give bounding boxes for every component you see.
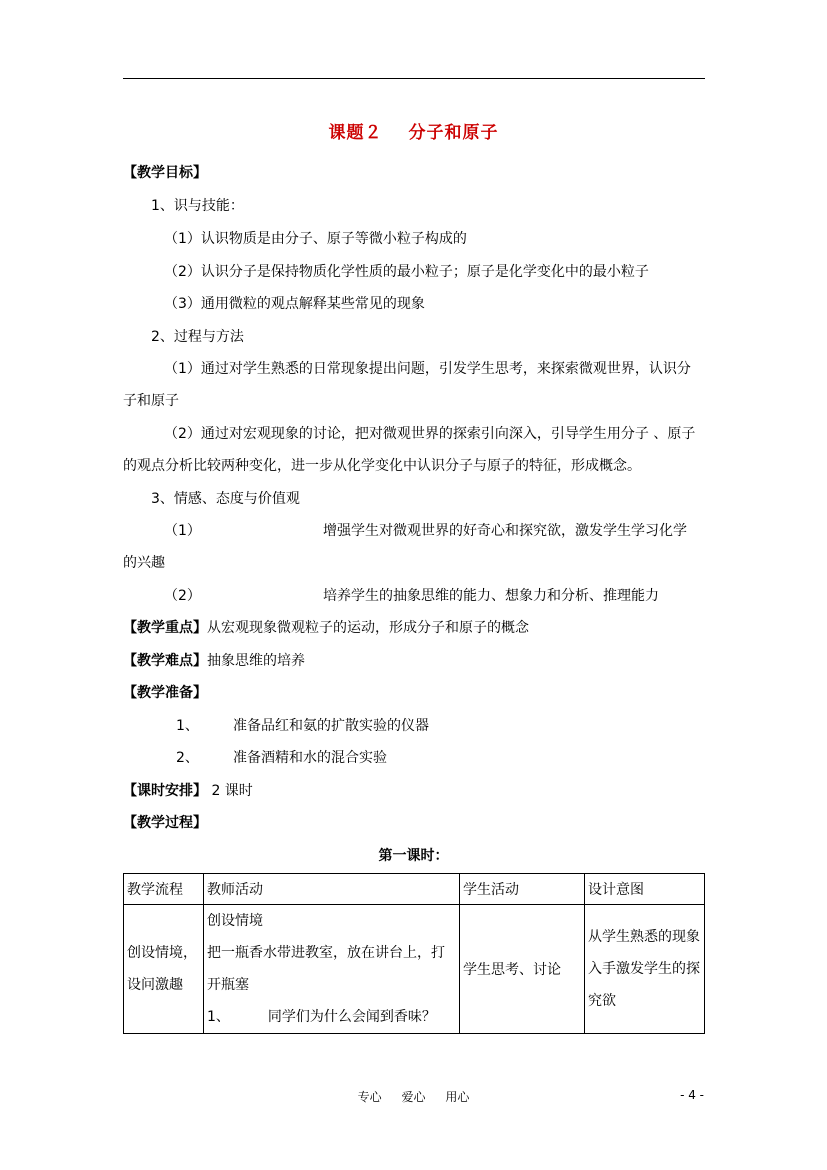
objective-3-item-1-cont: 的兴趣 xyxy=(123,555,165,571)
title-lesson-number: 课题２ xyxy=(328,123,383,143)
difficult-point xyxy=(123,651,305,671)
page-title xyxy=(0,118,827,143)
intent-line-3: 究欲 xyxy=(588,993,616,1009)
header-teacher: 教师活动 xyxy=(204,874,460,905)
intent-line-1: 从学生熟悉的现象 xyxy=(588,929,700,945)
objective-2-heading: 2、过程与方法 xyxy=(151,329,244,345)
difficult-point-label: 【教学难点】 xyxy=(123,653,207,669)
teacher-line-1: 创设情境 xyxy=(207,913,263,929)
objective-1-heading: 1、识与技能： xyxy=(151,198,244,214)
prep-1-text: 准备品红和氨的扩散实验的仪器 xyxy=(233,718,429,734)
objective-1-item-3: （3）通用微粒的观点解释某些常见的现象 xyxy=(164,296,425,312)
flow-line-2: 设问激趣 xyxy=(127,977,183,993)
prep-2-text: 准备酒精和水的混合实验 xyxy=(233,750,387,766)
lesson-plan-table xyxy=(123,873,705,1034)
header-intent: 设计意图 xyxy=(585,874,705,905)
objective-3-item-1: 增强学生对微观世界的好奇心和探究欲，激发学生学习化学 xyxy=(323,523,687,539)
teacher-line-3: 开瓶塞 xyxy=(207,977,249,993)
objective-2-item-2-cont: 的观点分析比较两种变化，进一步从化学变化中认识分子与原子的特征，形成概念。 xyxy=(123,458,641,474)
objective-2-item-1-cont: 子和原子 xyxy=(123,393,179,409)
cell-flow xyxy=(124,905,204,1034)
objective-1-item-2: （2）认识分子是保持物质化学性质的最小粒子；原子是化学变化中的最小粒子 xyxy=(164,264,649,280)
header-rule xyxy=(123,78,705,79)
footer-motto-3: 用心 xyxy=(445,1090,470,1104)
cell-student xyxy=(460,905,585,1034)
header-student: 学生活动 xyxy=(460,874,585,905)
intent-line-2: 入手激发学生的探 xyxy=(588,961,700,977)
cell-teacher xyxy=(204,905,460,1034)
objective-3-item-2-num: （2） xyxy=(164,588,201,604)
title-lesson-name: 分子和原子 xyxy=(408,123,499,143)
objective-1-item-1: （1）认识物质是由分子、原子等微小粒子构成的 xyxy=(164,231,467,247)
objective-3-item-2: 培养学生的抽象思维的能力、想象力和分析、推理能力 xyxy=(323,588,659,604)
teacher-line-2: 把一瓶香水带进教室，放在讲台上，打 xyxy=(207,945,445,961)
flow-line-1: 创设情境， xyxy=(127,945,197,961)
schedule-text: 2 课时 xyxy=(207,783,253,799)
key-point xyxy=(123,618,529,638)
objective-3-item-1-num: （1） xyxy=(164,523,201,539)
footer-motto-2: 爱心 xyxy=(401,1090,426,1104)
page-number: - 4 - xyxy=(680,1088,704,1102)
prep-2-num: 2、 xyxy=(176,750,199,766)
teacher-line-4 xyxy=(207,1001,456,1033)
teacher-question-text: 同学们为什么会闻到香味？ xyxy=(267,1009,436,1025)
objective-3-heading: 3、情感、态度与价值观 xyxy=(151,491,300,507)
prep-1-num: 1、 xyxy=(176,718,199,734)
teacher-question-num: 1、 xyxy=(207,1009,230,1025)
objective-2-item-2: （2）通过对宏观现象的讨论，把对微观世界的探索引向深入，引导学生用分子 、原子 xyxy=(164,426,696,442)
table-row xyxy=(124,905,705,1034)
section-heading-preparation: 【教学准备】 xyxy=(123,685,207,701)
schedule xyxy=(123,781,253,801)
cell-intent xyxy=(585,905,705,1034)
header-flow: 教学流程 xyxy=(124,874,204,905)
difficult-point-text: 抽象思维的培养 xyxy=(207,653,305,669)
key-point-label: 【教学重点】 xyxy=(123,620,207,636)
key-point-text: 从宏观现象微观粒子的运动，形成分子和原子的概念 xyxy=(207,620,529,636)
section-heading-objectives: 【教学目标】 xyxy=(123,165,207,181)
objective-2-item-1: （1）通过对学生熟悉的日常现象提出问题，引发学生思考，来探索微观世界，认识分 xyxy=(164,361,691,377)
footer-motto-1: 专心 xyxy=(357,1090,382,1104)
section-heading-process: 【教学过程】 xyxy=(123,815,207,831)
student-activity: 学生思考、讨论 xyxy=(463,962,561,978)
schedule-label: 【课时安排】 xyxy=(123,783,207,799)
table-header-row xyxy=(124,874,705,905)
period-title: 第一课时： xyxy=(378,848,449,864)
